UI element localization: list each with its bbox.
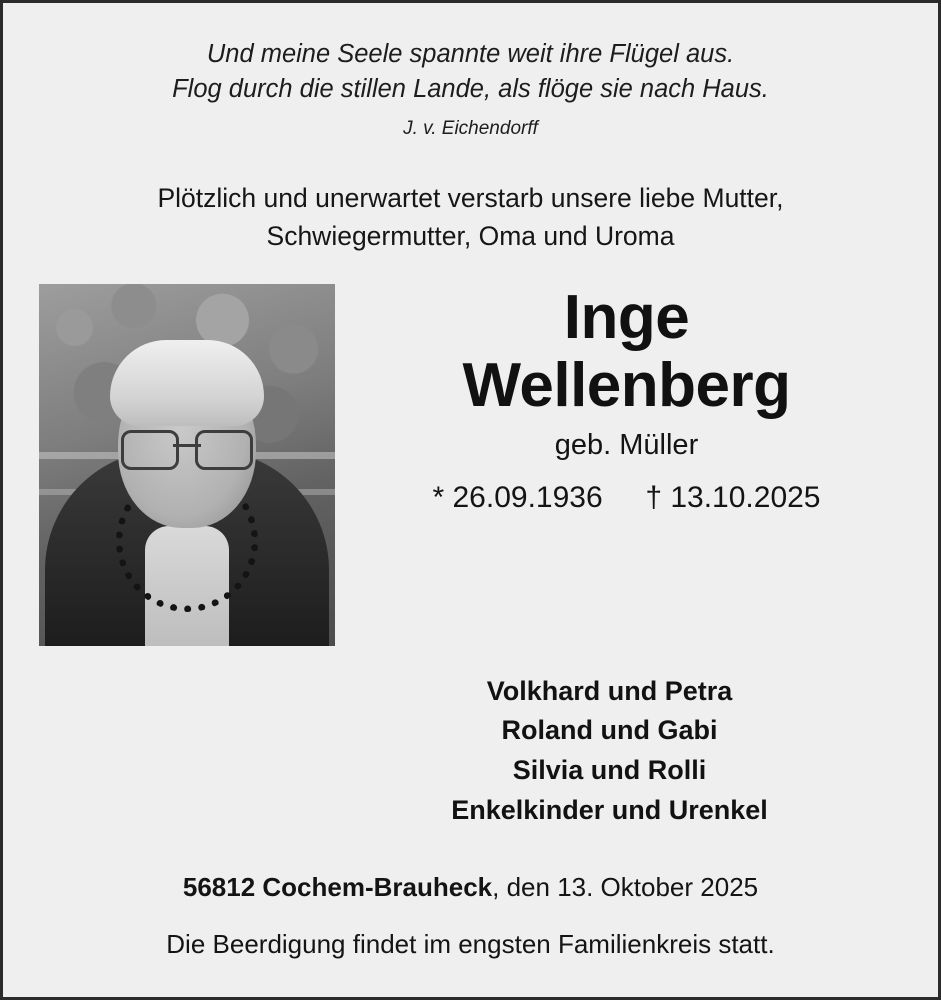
maiden-name: geb. Müller (554, 428, 699, 461)
obituary-content (3, 3, 938, 997)
survivor-line: Roland und Gabi (501, 715, 718, 746)
notice-date: , den 13. Oktober 2025 (492, 872, 759, 903)
poem-line-2: Flog durch die stillen Lande, als flöge sie nach Haus. (172, 75, 769, 104)
place-name: 56812 Cochem-Brauheck (182, 872, 493, 903)
intro-block (37, 180, 904, 255)
intro-line-2: Schwiegermutter, Oma und Uroma (266, 221, 675, 251)
poem-author: J. v. Eichendorff (403, 118, 538, 140)
survivors-block (337, 672, 904, 831)
survivor-line: Volkhard und Petra (486, 675, 733, 706)
glasses-lens-right (195, 430, 253, 470)
intro-line-1: Plötzlich und unerwartet verstarb unsere liebe Mutter, (157, 183, 784, 214)
life-dates (349, 481, 904, 515)
survivor-line: Enkelkinder und Urenkel (451, 794, 768, 825)
last-name: Wellenberg (462, 350, 791, 420)
birth-date: * 26.09.1936 (432, 480, 603, 514)
photo-figure-glasses (121, 430, 253, 464)
poem-line-1: Und meine Seele spannte weit ihre Flügel aus. (206, 40, 735, 68)
poem-block (37, 37, 904, 107)
name-block (335, 284, 904, 515)
survivor-line: Silvia und Rolli (512, 755, 707, 785)
portrait-and-name-row (37, 284, 904, 646)
photo-figure-hair (110, 340, 264, 426)
portrait-photo-wrapper (39, 284, 335, 646)
glasses-lens-left (121, 430, 179, 470)
place-and-date-line (37, 872, 904, 903)
portrait-photo (39, 284, 335, 646)
death-date: † 13.10.2025 (645, 480, 821, 514)
first-name: Inge (563, 282, 690, 352)
funeral-note: Die Beerdigung findet im engsten Familienkreis statt. (166, 929, 775, 960)
